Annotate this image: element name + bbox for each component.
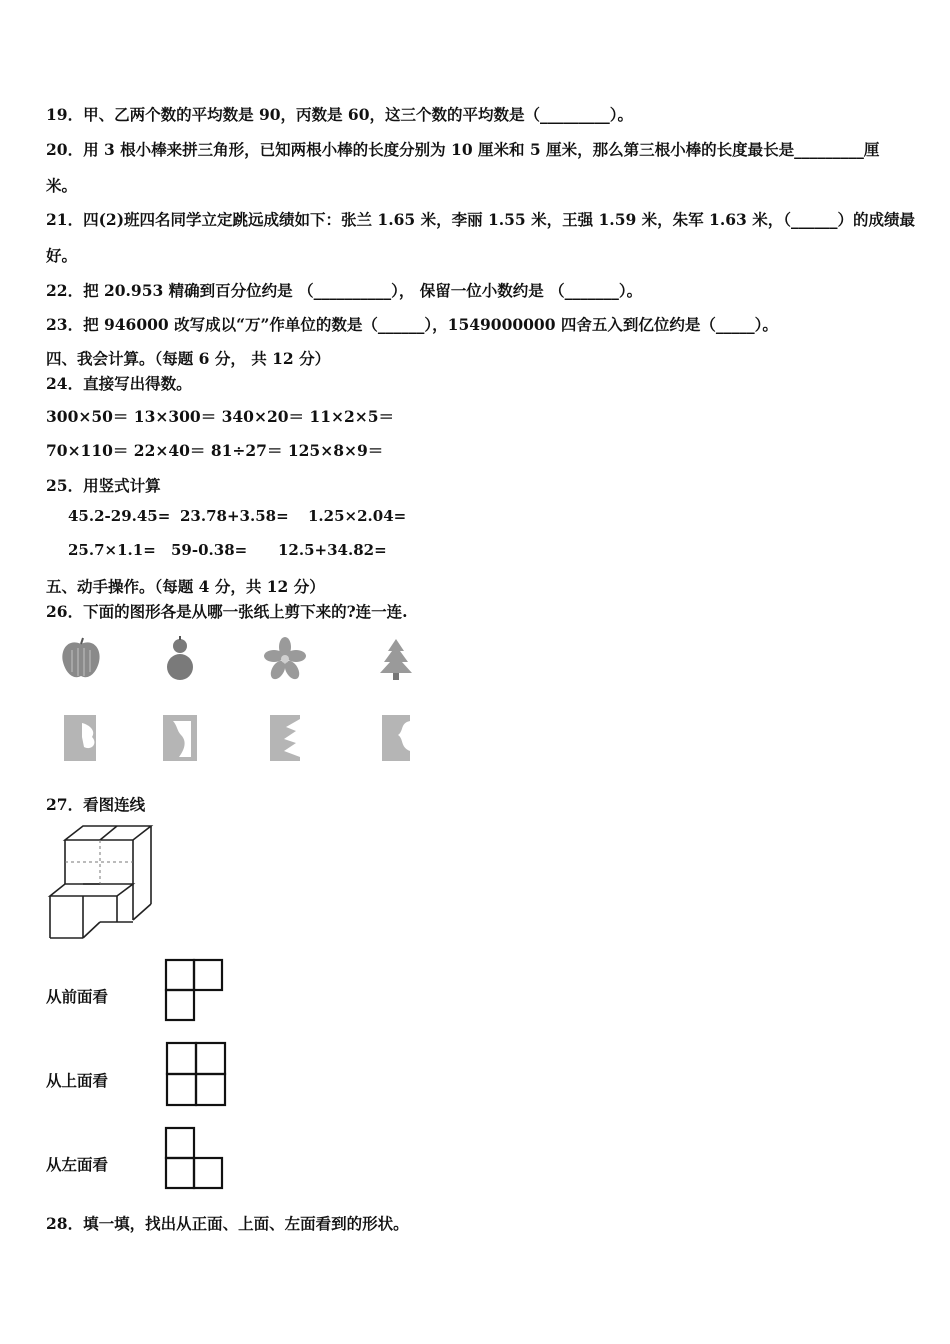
q25-item-3: 1.25×2.04= <box>308 507 407 525</box>
paper-sheet-2 <box>161 713 199 763</box>
q24-row-1: 300×50＝ 13×300＝ 340×20＝ 11×2×5＝ <box>46 407 395 426</box>
question-28: 28．填一填，找出从正面、上面、左面看到的形状。 <box>46 1214 409 1233</box>
gourd-shape <box>160 634 200 684</box>
view-top-grid <box>164 1040 228 1108</box>
question-21-line2: 好。 <box>46 246 78 265</box>
cube-stack-drawing <box>45 822 160 942</box>
question-21-line1: 21．四(2)班四名同学立定跳远成绩如下：张兰 1.65 米，李丽 1.55 米，王强 1.59 米，朱军 1.63 米，（______）的成绩最 <box>46 210 915 229</box>
view-top-label: 从上面看 <box>46 1071 109 1090</box>
q24-row-2: 70×110＝ 22×40＝ 81÷27＝ 125×8×9＝ <box>46 441 384 460</box>
apple-shape <box>58 636 104 682</box>
flower-shape <box>262 636 308 682</box>
q25-item-5: 59-0.38= <box>171 541 248 559</box>
view-front-label: 从前面看 <box>46 987 109 1006</box>
paper-sheet-4 <box>380 713 412 763</box>
question-22: 22．把 20.953 精确到百分位约是 （__________）， 保留一位小数约是 （_______）。 <box>46 281 643 300</box>
question-24: 24．直接写出得数。 <box>46 374 192 393</box>
question-27: 27．看图连线 <box>46 795 146 814</box>
question-25: 25．用竖式计算 <box>46 476 161 495</box>
view-left-grid <box>163 1125 225 1191</box>
section-5-heading: 五、动手操作。（每题 4 分，共 12 分） <box>46 577 325 596</box>
question-20-line2: 米。 <box>46 176 78 195</box>
view-left-label: 从左面看 <box>46 1155 109 1174</box>
paper-sheet-3 <box>268 713 302 763</box>
q25-item-6: 12.5+34.82= <box>278 541 387 559</box>
question-23: 23．把 946000 改写成以“万”作单位的数是（______），1549000000 四舍五入到亿位约是（_____）。 <box>46 315 778 334</box>
question-26: 26．下面的图形各是从哪一张纸上剪下来的?连一连. <box>46 602 408 621</box>
view-front-grid <box>163 957 225 1023</box>
tree-shape <box>376 636 416 682</box>
question-20-line1: 20．用 3 根小棒来拼三角形，已知两根小棒的长度分别为 10 厘米和 5 厘米，那么第三根小棒的长度最长是_________厘 <box>46 140 880 159</box>
question-19: 19．甲、乙两个数的平均数是 90，丙数是 60，这三个数的平均数是（_________）。 <box>46 105 634 124</box>
section-4-heading: 四、我会计算。（每题 6 分， 共 12 分） <box>46 349 331 368</box>
q25-item-2: 23.78+3.58= <box>180 507 289 525</box>
paper-sheet-1 <box>62 713 98 763</box>
q25-item-1: 45.2-29.45= <box>68 507 171 525</box>
q25-item-4: 25.7×1.1= <box>68 541 156 559</box>
